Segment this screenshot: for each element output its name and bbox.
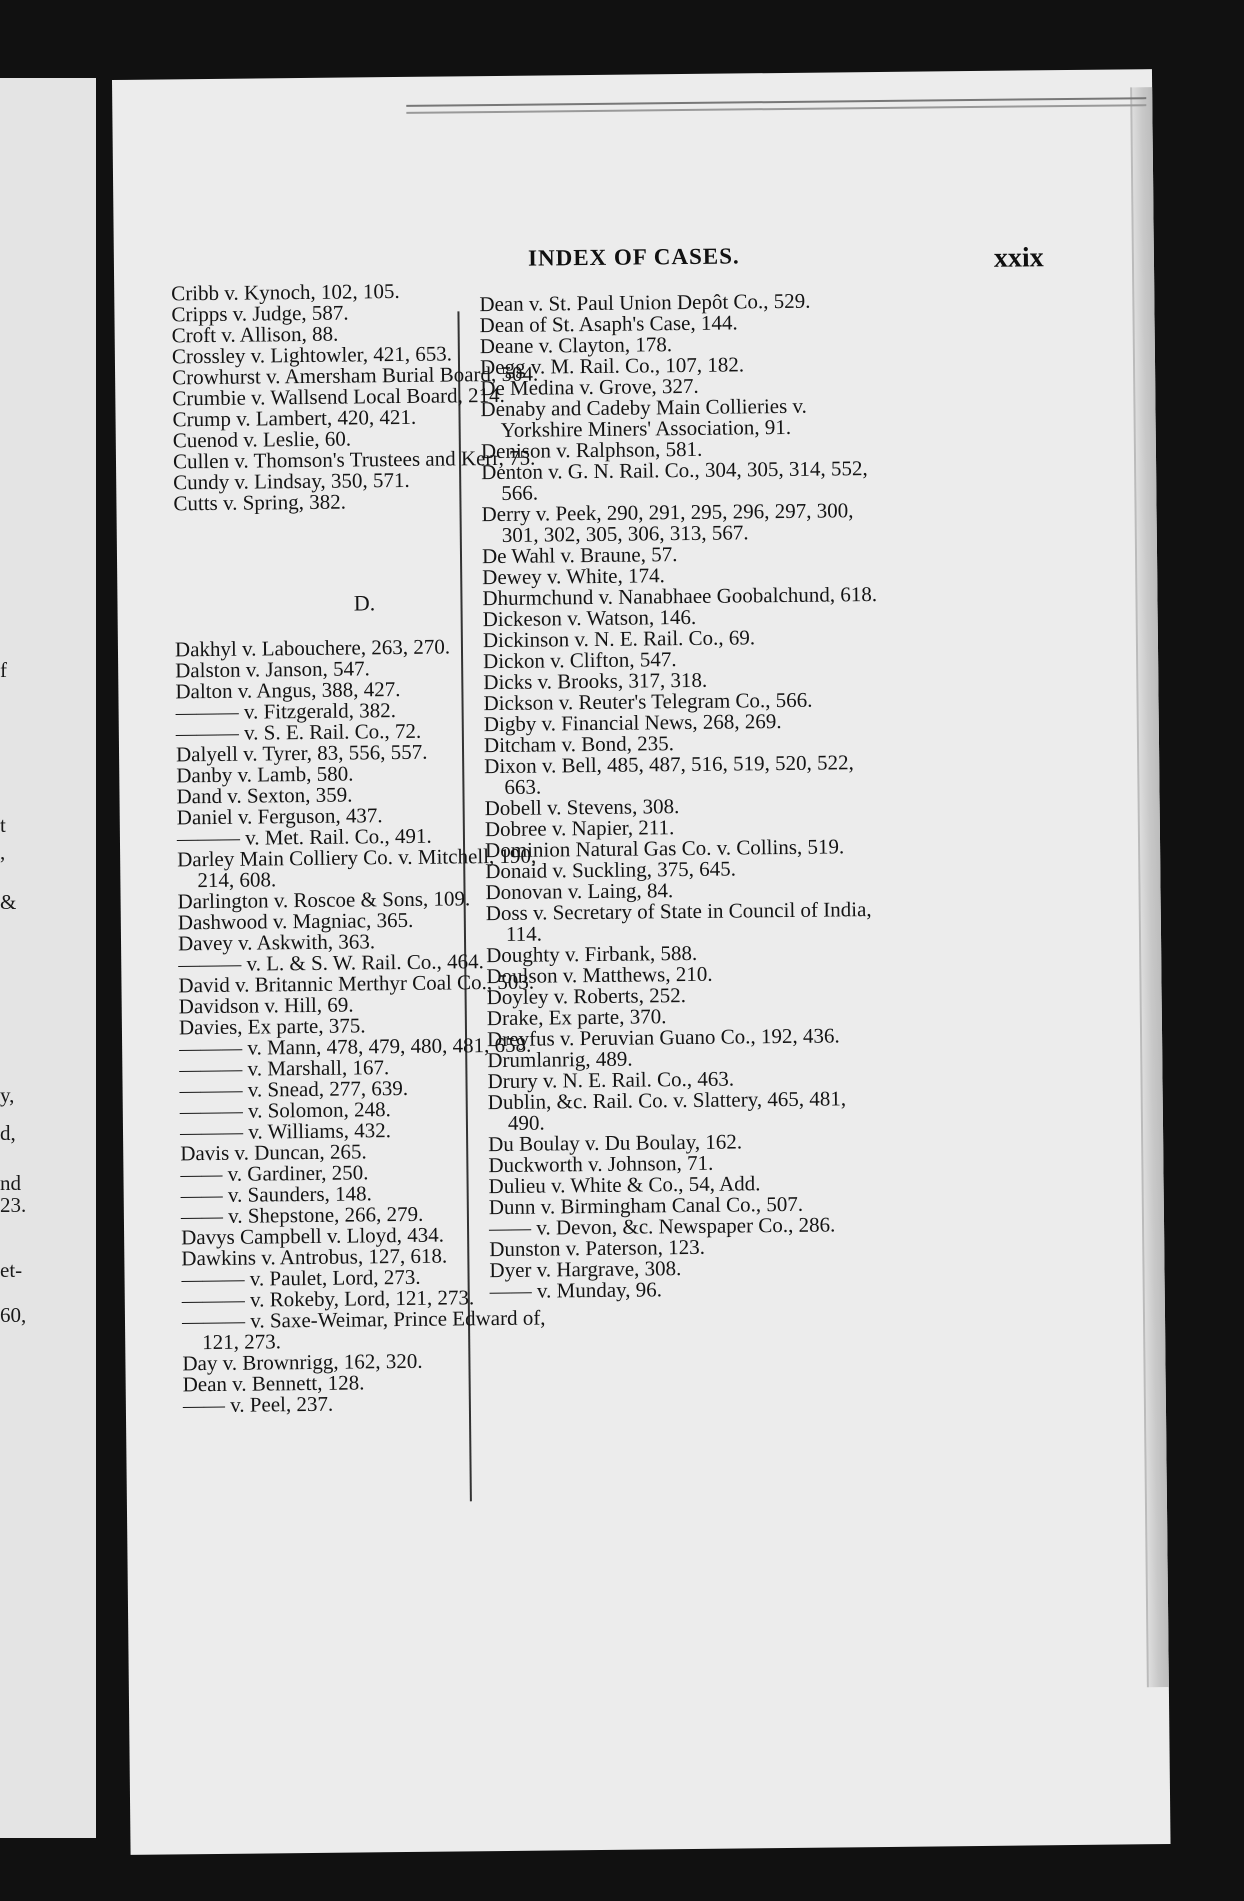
index-entry: Cripps v. Judge, 587. xyxy=(171,300,349,327)
index-entry: Darlington v. Roscoe & Sons, 109. xyxy=(177,886,471,914)
index-entry: —— v. Shepstone, 266, 279. xyxy=(180,1201,424,1229)
index-entry: ——— v. Paulet, Lord, 273. xyxy=(181,1264,421,1292)
left-page-edge xyxy=(0,78,96,1838)
index-entry: Crumbie v. Wallsend Local Board, 214. xyxy=(172,382,505,411)
index-entry: Dalyell v. Tyrer, 83, 556, 557. xyxy=(175,739,428,767)
book-page xyxy=(112,69,1171,1855)
index-entry: Davies, Ex parte, 375. xyxy=(178,1013,366,1040)
index-entry: ——— v. Rokeby, Lord, 121, 273. xyxy=(181,1285,475,1313)
index-entry: Doughty v. Firbank, 588. xyxy=(486,940,698,968)
index-entry: Day v. Brownrigg, 162, 320. xyxy=(182,1348,423,1376)
index-entry: —— v. Devon, &c. Newspaper Co., 286. xyxy=(488,1212,836,1241)
index-entry: ——— v. Marshall, 167. xyxy=(179,1055,390,1082)
index-entry: Dewey v. White, 174. xyxy=(482,563,665,590)
index-entry: Denison v. Ralphson, 581. xyxy=(480,436,703,464)
index-entry: Drumlanrig, 489. xyxy=(487,1046,633,1073)
index-entry: Dickson v. Reuter's Telegram Co., 566. xyxy=(483,687,813,716)
index-entry: —— v. Munday, 96. xyxy=(489,1277,663,1304)
index-entry: Darley Main Colliery Co. v. Mitchell, 190, 214, 608. xyxy=(177,843,537,893)
index-entry: De Wahl v. Braune, 57. xyxy=(481,542,678,569)
index-entry: Ditcham v. Bond, 235. xyxy=(483,731,675,758)
index-entry: Dunston v. Paterson, 123. xyxy=(489,1234,706,1262)
section-letter: D. xyxy=(353,590,376,616)
index-entry: Dickon v. Clifton, 547. xyxy=(482,647,677,674)
index-entry: David v. Britannic Merthyr Coal Co., 503. xyxy=(178,969,535,998)
running-header: INDEX OF CASES. xyxy=(527,243,740,271)
index-entry: Dixon v. Bell, 485, 487, 516, 519, 520, 522, 663. xyxy=(484,750,854,799)
index-entry: ——— v. Williams, 432. xyxy=(179,1118,392,1145)
index-entry: Daniel v. Ferguson, 437. xyxy=(176,803,383,830)
index-entry: Dean of St. Asaph's Case, 144. xyxy=(479,310,738,338)
index-entry: Du Boulay v. Du Boulay, 162. xyxy=(488,1129,743,1157)
index-entry: Dalton v. Angus, 388, 427. xyxy=(175,677,401,704)
index-entry: Dalston v. Janson, 547. xyxy=(175,656,370,683)
index-entry: Derry v. Peek, 290, 291, 295, 296, 297, 300, 301, 302, 305, 306, 313, 567. xyxy=(481,498,854,547)
index-entry: Dakhyl v. Labouchere, 263, 270. xyxy=(174,634,451,662)
index-entry: ——— v. Saxe-Weimar, Prince Edward of, 121, 273. xyxy=(181,1305,546,1355)
left-page-fragment: y, xyxy=(0,1083,15,1107)
index-entry: Dublin, &c. Rail. Co. v. Slattery, 465, 481, 490. xyxy=(487,1086,847,1135)
index-entry: Doss v. Secretary of State in Council of India, 114. xyxy=(485,897,872,946)
left-page-fragment: t xyxy=(0,813,6,837)
index-entry: Dominion Natural Gas Co. v. Collins, 519. xyxy=(484,834,845,863)
index-entry: Dickinson v. N. E. Rail. Co., 69. xyxy=(482,625,756,653)
index-entry: Dand v. Sexton, 359. xyxy=(176,782,353,809)
entries-d-continued xyxy=(479,290,890,1302)
index-entry: Deane v. Clayton, 178. xyxy=(479,332,673,359)
index-entry: —— v. Saunders, 148. xyxy=(180,1181,372,1208)
index-entry: ——— v. Solomon, 248. xyxy=(179,1097,391,1124)
index-entry: Dreyfus v. Peruvian Guano Co., 192, 436. xyxy=(486,1023,840,1052)
index-entry: Duckworth v. Johnson, 71. xyxy=(488,1150,714,1178)
index-entry: Dean v. St. Paul Union Depôt Co., 529. xyxy=(479,288,811,317)
index-entry: Dawkins v. Antrobus, 127, 618. xyxy=(181,1243,448,1271)
index-entry: Dulieu v. White & Co., 54, Add. xyxy=(488,1171,761,1199)
index-entry: Cundy v. Lindsay, 350, 571. xyxy=(173,467,410,495)
page-number: xxix xyxy=(993,242,1044,274)
index-entry: Crump v. Lambert, 420, 421. xyxy=(172,404,417,432)
left-page-fragment: nd xyxy=(0,1171,21,1195)
index-entry: Cribb v. Kynoch, 102, 105. xyxy=(171,278,400,306)
index-entry: Drake, Ex parte, 370. xyxy=(486,1004,667,1031)
index-entry: Davys Campbell v. Lloyd, 434. xyxy=(180,1222,445,1250)
index-entry: Dhurmchund v. Nanabhaee Goobalchund, 618. xyxy=(482,582,878,611)
index-entry: Doyley v. Roberts, 252. xyxy=(486,983,687,1010)
index-entry: ——— v. Snead, 277, 639. xyxy=(179,1075,409,1103)
page-top-rule xyxy=(406,97,1146,114)
index-entry: Dobree v. Napier, 211. xyxy=(484,815,675,842)
left-page-fragment: et- xyxy=(0,1258,23,1282)
index-entry: Crossley v. Lightowler, 421, 653. xyxy=(171,341,453,369)
index-entry: Cullen v. Thomson's Trustees and Kerr, 75. xyxy=(172,445,536,474)
index-entry: Digby v. Financial News, 268, 269. xyxy=(483,709,782,737)
index-entry: —— v. Gardiner, 250. xyxy=(180,1160,369,1187)
index-entry: Drury v. N. E. Rail. Co., 463. xyxy=(487,1066,735,1094)
index-entry: ——— v. S. E. Rail. Co., 72. xyxy=(175,718,422,746)
index-entry: Degg v. M. Rail. Co., 107, 182. xyxy=(479,352,745,380)
index-entry: Dicks v. Brooks, 317, 318. xyxy=(483,667,708,695)
index-entry: ——— v. Met. Rail. Co., 491. xyxy=(176,823,432,851)
index-entry: ——— v. Fitzgerald, 382. xyxy=(175,698,397,725)
index-entry: Davey v. Askwith, 363. xyxy=(177,929,376,956)
index-entry: Donaid v. Suckling, 375, 645. xyxy=(485,856,737,884)
index-entry: Dobell v. Stevens, 308. xyxy=(484,794,680,821)
index-entry: Dunn v. Birmingham Canal Co., 507. xyxy=(488,1191,804,1220)
index-entry: ——— v. L. & S. W. Rail. Co., 464. xyxy=(178,949,484,977)
index-column-right xyxy=(479,290,890,1302)
left-page-fragment: d, xyxy=(0,1121,16,1145)
index-entry: Cutts v. Spring, 382. xyxy=(173,489,347,516)
index-entry: Crowhurst v. Amersham Burial Board, 504. xyxy=(171,361,539,390)
index-entry: Dickeson v. Watson, 146. xyxy=(482,604,697,632)
index-entry: Croft v. Allison, 88. xyxy=(171,321,339,348)
page-edge xyxy=(1130,87,1169,1687)
index-entry: Davis v. Duncan, 265. xyxy=(180,1139,367,1166)
index-entry: Doulson v. Matthews, 210. xyxy=(486,961,713,989)
left-page-fragment: f xyxy=(0,658,7,682)
index-entry: Dashwood v. Magniac, 365. xyxy=(177,907,414,935)
index-entry: Denton v. G. N. Rail. Co., 304, 305, 314, 552, 566. xyxy=(481,456,868,505)
index-entry: De Medina v. Grove, 327. xyxy=(480,373,699,401)
index-entry: Donovan v. Laing, 84. xyxy=(485,878,674,905)
left-page-fragment: & xyxy=(0,890,17,914)
index-entry: Danby v. Lamb, 580. xyxy=(176,761,354,788)
index-entry: Dyer v. Hargrave, 308. xyxy=(489,1256,682,1283)
left-page-fragment: 23. xyxy=(0,1193,27,1217)
index-entry: ——— v. Mann, 478, 479, 480, 481, 658. xyxy=(179,1032,532,1061)
left-page-fragment: , xyxy=(0,840,6,864)
index-entry: Dean v. Bennett, 128. xyxy=(182,1370,365,1397)
left-page-fragment: 60, xyxy=(0,1303,27,1327)
index-entry: Davidson v. Hill, 69. xyxy=(178,992,354,1019)
index-entry: Cuenod v. Leslie, 60. xyxy=(172,426,352,453)
index-entry: Denaby and Cadeby Main Collieries v. Yorkshire Miners' Association, 91. xyxy=(480,393,807,442)
index-entry: —— v. Peel, 237. xyxy=(182,1391,334,1418)
